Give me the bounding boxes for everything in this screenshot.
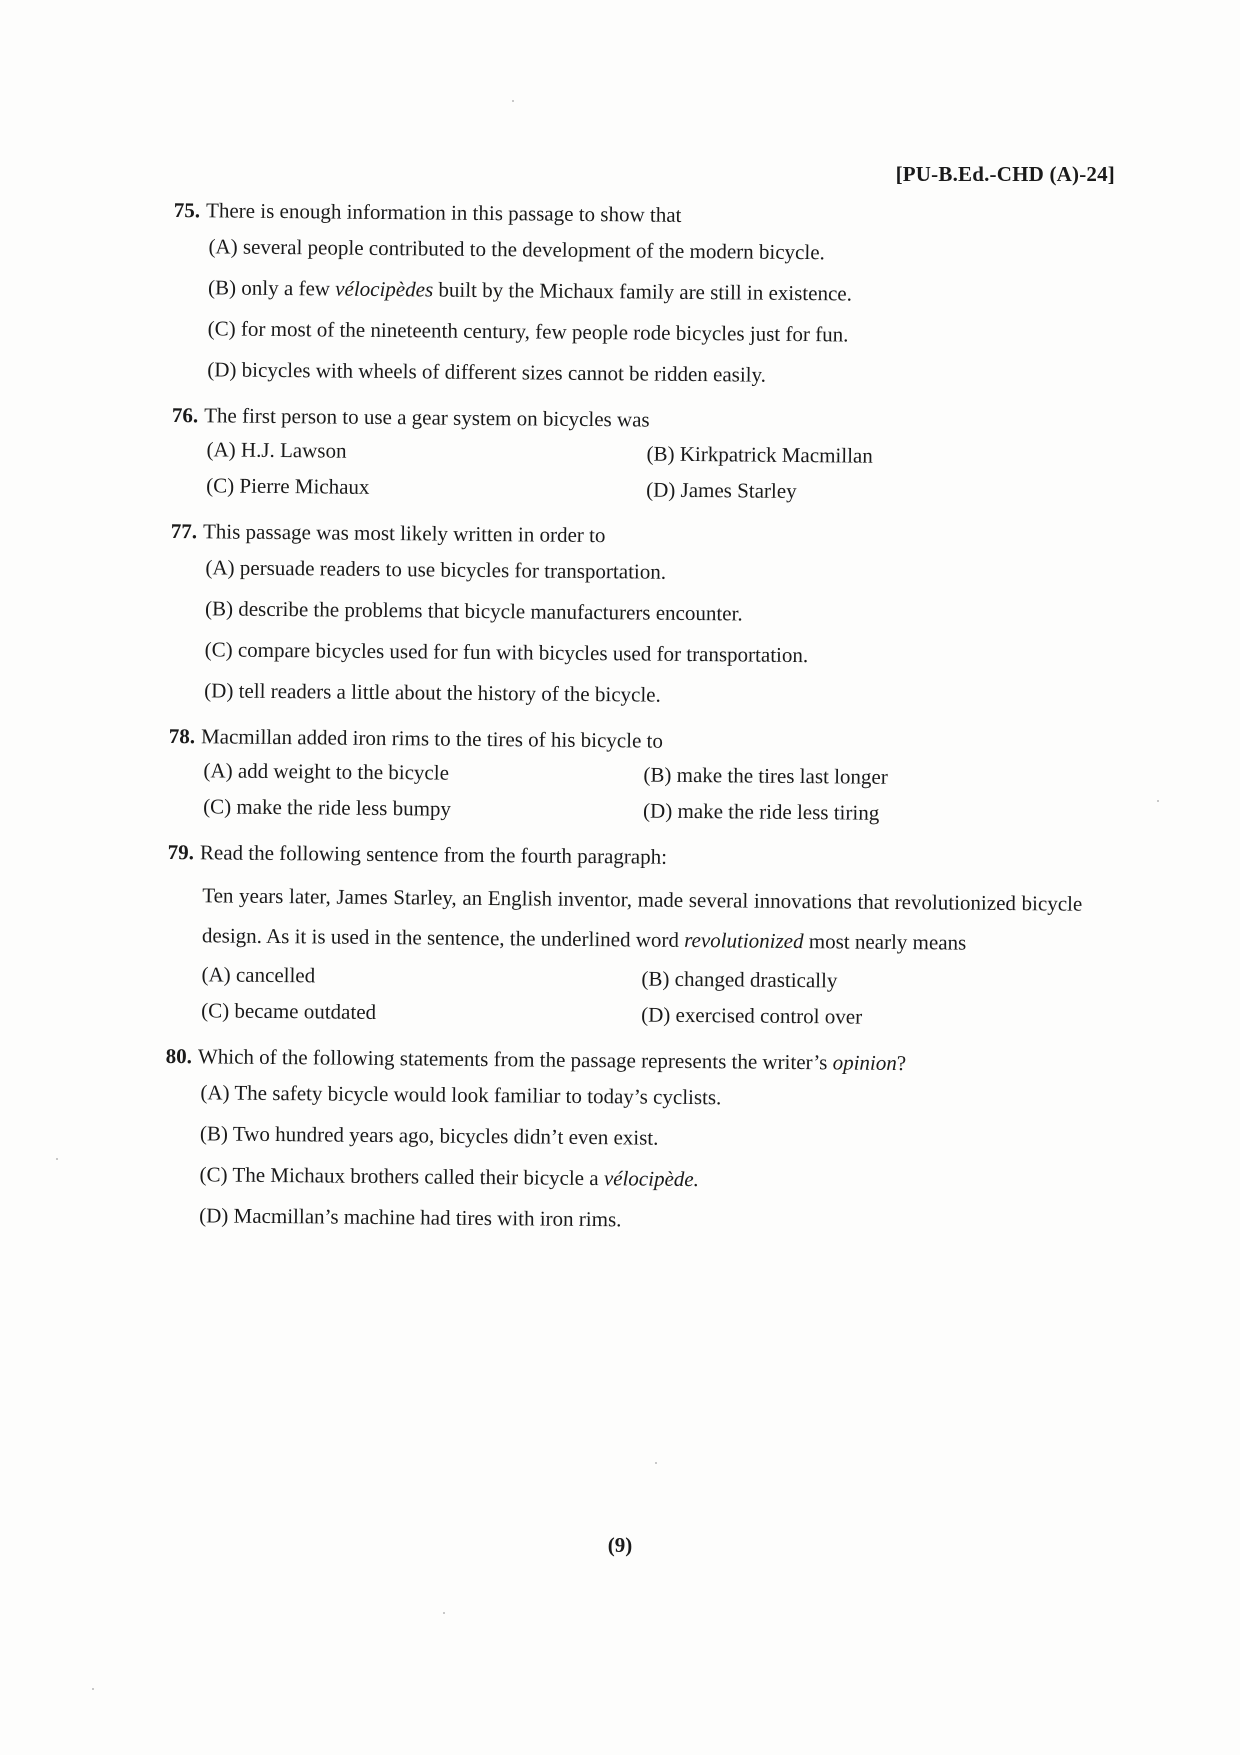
scan-speck (512, 100, 514, 102)
question-stem (174, 195, 1094, 234)
option-label: (D) (207, 357, 237, 382)
question-78 (168, 721, 1089, 830)
option-text: tell readers a little about the history of the bicycle. (238, 678, 661, 707)
option-text: compare bicycles used for fun with bicycles used for transportation. (237, 637, 809, 668)
option-text: make the ride less tiring (677, 798, 880, 825)
question-number: 78. (168, 723, 196, 749)
option-text: bicycles with wheels of different sizes cannot be ridden easily. (241, 357, 767, 387)
option-text: The safety bicycle would look familiar to today’s cyclists. (234, 1080, 722, 1110)
option-text: James Starley (680, 477, 797, 503)
option-d (641, 1000, 1061, 1034)
option-text-italic: vélocipède. (603, 1166, 700, 1192)
option-label: (C) (201, 998, 230, 1023)
scan-speck (92, 1688, 94, 1690)
option-text: make the tires last longer (676, 762, 888, 789)
scan-speck (1157, 800, 1159, 802)
option-text: changed drastically (674, 966, 838, 993)
question-stem (172, 400, 1092, 439)
question-text: Macmillan added iron rims to the tires of his bicycle to (200, 724, 664, 753)
option-label: (B) (641, 966, 670, 991)
question-stem (166, 1041, 1086, 1080)
option-label: (D) (199, 1203, 229, 1228)
question-text: The first person to use a gear system on bicycles was (204, 403, 650, 432)
option-label: (B) (646, 441, 675, 466)
option-c (201, 995, 641, 1029)
option-b (208, 272, 1093, 310)
option-text: make the ride less bumpy (236, 794, 452, 821)
scan-speck (443, 1612, 445, 1614)
option-label: (B) (199, 1121, 229, 1146)
option-label: (A) (205, 555, 235, 580)
option-a (208, 231, 1093, 269)
question-text: This passage was most likely written in order to (202, 519, 606, 548)
option-text-start: only a few (241, 275, 331, 301)
question-number: 77. (170, 518, 198, 544)
question-number: 79. (167, 839, 195, 865)
question-80 (164, 1041, 1086, 1239)
option-label: (C) (204, 637, 233, 662)
question-text (198, 1041, 906, 1078)
option-text: Pierre Michaux (239, 473, 370, 499)
option-c (208, 313, 1093, 351)
option-label: (C) (206, 473, 235, 498)
question-number: 76. (171, 402, 199, 428)
passage-quote (202, 875, 1083, 963)
exam-code-header: [PU-B.Ed.-CHD (A)-24] (895, 162, 1115, 186)
option-a (206, 434, 646, 468)
quote-italic-word: revolutionized (684, 927, 804, 954)
option-c (203, 791, 643, 825)
option-c (206, 470, 646, 504)
option-label: (A) (203, 758, 233, 783)
option-label: (C) (199, 1162, 228, 1187)
question-79 (166, 837, 1088, 1034)
option-text: cancelled (235, 962, 316, 988)
option-d (204, 675, 1089, 713)
option-text: Macmillan’s machine had tires with iron rims. (233, 1203, 622, 1232)
option-d (646, 475, 1066, 509)
option-label: (A) (201, 962, 231, 987)
question-77 (169, 516, 1091, 714)
option-text-end: built by the Michaux family are still in existence. (438, 277, 853, 306)
question-text-italic: opinion (832, 1050, 897, 1075)
option-b (641, 964, 1061, 998)
question-number: 80. (165, 1043, 193, 1069)
option-text: add weight to the bicycle (237, 758, 450, 785)
question-text-end: ? (896, 1050, 907, 1076)
option-grid (201, 959, 1087, 1033)
option-label: (A) (200, 1080, 230, 1105)
question-76 (171, 400, 1092, 509)
option-list (204, 552, 1090, 713)
question-text: Read the following sentence from the fourth paragraph: (199, 840, 668, 869)
option-b (643, 760, 1063, 794)
option-b (205, 593, 1090, 631)
option-c (204, 634, 1089, 672)
option-a (203, 755, 643, 789)
option-d (199, 1200, 1084, 1238)
option-label: (B) (643, 762, 672, 787)
option-a (200, 1077, 1085, 1115)
option-label: (D) (646, 477, 676, 502)
question-list (164, 195, 1094, 1255)
option-label: (B) (208, 275, 237, 300)
option-d (643, 796, 1063, 830)
option-text: H.J. Lawson (240, 437, 347, 463)
option-label: (A) (206, 437, 236, 462)
option-text: Two hundred years ago, bicycles didn’t even exist. (232, 1121, 659, 1150)
option-text: describe the problems that bicycle manufacturers encounter. (238, 596, 743, 626)
option-text: persuade readers to use bicycles for transportation. (239, 555, 667, 584)
option-d (207, 354, 1092, 392)
option-grid (206, 434, 1092, 508)
option-label: (D) (642, 798, 673, 823)
quote-text: Ten years later, James Starley, an English inventor, made several innovations that revolutionized bicycle design. As it is used in the sentence, the underlined word (201, 883, 1083, 952)
option-b (646, 439, 1066, 473)
scan-speck (56, 1158, 58, 1160)
question-75 (172, 195, 1094, 393)
option-grid (203, 755, 1089, 829)
question-number: 75. (173, 197, 201, 223)
question-stem (169, 721, 1089, 760)
option-label: (D) (204, 678, 234, 703)
scan-speck (655, 1462, 657, 1464)
option-label: (B) (204, 596, 234, 621)
option-label: (C) (203, 794, 232, 819)
option-text-italic: vélocipèdes (335, 276, 434, 302)
question-text: There is enough information in this passage to show that (205, 198, 682, 227)
option-text: exercised control over (675, 1002, 863, 1029)
option-text: several people contributed to the development of the modern bicycle. (242, 234, 825, 265)
quote-tail: most nearly means (808, 929, 967, 955)
option-a (205, 552, 1090, 590)
option-text-start: The Michaux brothers called their bicycle a (232, 1162, 599, 1191)
option-b (200, 1118, 1085, 1156)
option-label: (C) (207, 316, 236, 341)
option-list (207, 231, 1093, 392)
option-list (199, 1077, 1085, 1238)
option-text: for most of the nineteenth century, few people rode bicycles just for fun. (240, 316, 849, 347)
option-c (199, 1159, 1084, 1197)
question-text-start: Which of the following statements from the passage represents the writer’s (197, 1044, 828, 1075)
option-text: became outdated (234, 998, 377, 1024)
option-text: Kirkpatrick Macmillan (679, 441, 873, 468)
option-label: (D) (641, 1002, 671, 1027)
question-stem (171, 516, 1091, 555)
question-stem (168, 837, 1088, 876)
option-label: (A) (208, 234, 238, 259)
page-number: (9) (607, 1533, 633, 1557)
option-a (201, 959, 641, 993)
